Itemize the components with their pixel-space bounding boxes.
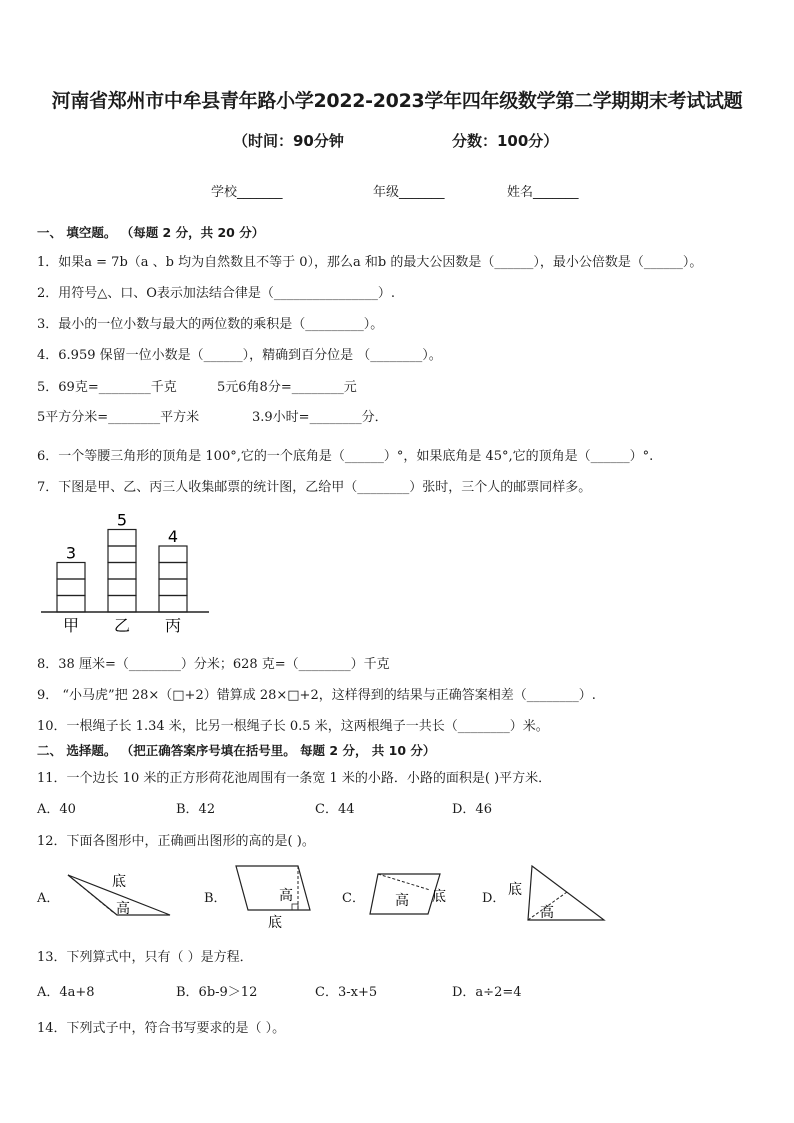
page-title: 河南省郑州市中牟县青年路小学2022-2023学年四年级数学第二学期期末考试试题 (51, 90, 743, 112)
bar-cell-乙 (108, 563, 136, 580)
question-8: 8．38 厘米=（________）分米；628 克=（________）千克 (37, 657, 390, 672)
q12-figure-a (62, 865, 174, 923)
q12-option-c-letter: C． (342, 891, 365, 906)
right-angle-mark (292, 904, 298, 910)
bar-cell-丙 (159, 563, 187, 580)
question-14: 14．下列式子中，符合书写要求的是（ ）。 (37, 1021, 286, 1036)
school-field: 学校_______ (211, 185, 283, 200)
q11-option-b: B．42 (176, 802, 216, 817)
base-label: 底 (508, 882, 522, 898)
q12-figure-c (366, 866, 458, 922)
section-1-title: 一、 填空题。 （每题 2 分，共 20 分） (37, 225, 265, 240)
exam-score: 分数：100分） (452, 132, 559, 150)
question-5b: 5元6角8分=________元 (217, 380, 357, 395)
bar-cell-丙 (159, 596, 187, 613)
bar-cell-丙 (159, 546, 187, 563)
q13-option-b: B．6b-9＞12 (176, 985, 258, 1000)
bar-value-label: 5 (116, 510, 128, 530)
q13-option-c: C．3-x+5 (315, 985, 378, 1000)
question-7: 7．下图是甲、乙、丙三人收集邮票的统计图，乙给甲（________）张时，三个人的邮票同样多。 (37, 480, 592, 495)
bar-cell-丙 (159, 579, 187, 596)
exam-time: （时间：90分钟 (233, 132, 344, 150)
q12-figure-d (504, 860, 608, 926)
height-label: 高 (116, 901, 130, 917)
bar-cell-甲 (57, 579, 85, 596)
bar-cell-乙 (108, 546, 136, 563)
height-label: 高 (395, 893, 409, 909)
question-10: 10．一根绳子长 1.34 米，比另一根绳子长 0.5 米，这两根绳子一共长（________）米。 (37, 719, 549, 734)
question-13: 13．下列算式中，只有（ ）是方程． (37, 950, 253, 965)
question-5c: 5平方分米=________平方米 (37, 410, 200, 425)
q13-option-d: D．a÷2=4 (452, 985, 522, 1000)
question-3: 3．最小的一位小数与最大的两位数的乘积是（_________）。 (37, 317, 384, 332)
q11-option-c: C．44 (315, 802, 355, 817)
base-label: 底 (432, 889, 446, 905)
parallelogram-shape (236, 866, 310, 910)
q12-option-d-letter: D． (482, 891, 506, 906)
base-label: 底 (112, 874, 126, 890)
name-field: 姓名_______ (507, 185, 579, 200)
bar-cell-乙 (108, 596, 136, 613)
question-4: 4．6.959 保留一位小数是（______），精确到百分位是 （________）。 (37, 348, 442, 363)
bar-value-label: 4 (167, 527, 179, 546)
question-5d: 3.9小时=________分． (252, 410, 388, 425)
question-2: 2．用符号△、口、O表示加法结合律是（________________）. (37, 286, 396, 301)
bar-cell-甲 (57, 596, 85, 613)
height-label: 高 (279, 888, 293, 904)
grade-field: 年级_______ (373, 185, 445, 200)
bar-cell-乙 (108, 530, 136, 547)
bar-cell-乙 (108, 579, 136, 596)
chart-category-labels (63, 616, 181, 635)
q11-option-d: D．46 (452, 802, 492, 817)
question-9: 9． “小马虎”把 28×（□+2）错算成 28×□+2，这样得到的结果与正确答案相差（________）. (37, 688, 596, 703)
height-line (378, 874, 430, 890)
stamp-chart (36, 500, 216, 640)
bar-category-label: 乙 (113, 616, 131, 635)
q12-option-b-letter: B． (204, 891, 227, 906)
q12-option-a-letter: A． (37, 891, 60, 906)
chart-value-labels (66, 511, 178, 563)
bar-category-label: 丙 (164, 616, 182, 635)
question-11: 11．一个边长 10 米的正方形荷花池周围有一条宽 1 米的小路．小路的面积是( )平方米． (37, 771, 552, 786)
section-2-title: 二、 选择题。 （把正确答案序号填在括号里。 每题 2 分， 共 10 分） (37, 743, 436, 758)
q12-figure-b (230, 860, 316, 932)
question-12: 12．下面各图形中，正确画出图形的高的是( )。 (37, 834, 315, 849)
question-6: 6．一个等腰三角形的顶角是 100°,它的一个底角是（______）°，如果底角是 45°,它的顶角是（______）°. (37, 449, 654, 464)
question-1: 1．如果a = 7b（a 、b 均为自然数且不等于 0），那么a 和b 的最大公因数是（______），最小公倍数是（______）。 (37, 255, 703, 270)
bar-cell-甲 (57, 563, 85, 580)
question-5a: 5．69克=________千克 (37, 380, 177, 395)
bar-category-label: 甲 (62, 616, 80, 635)
height-label: 高 (540, 905, 554, 921)
base-label: 底 (268, 915, 282, 931)
q11-option-a: A．40 (37, 802, 76, 817)
q13-option-a: A．4a+8 (37, 985, 95, 1000)
bar-value-label: 3 (65, 543, 77, 563)
